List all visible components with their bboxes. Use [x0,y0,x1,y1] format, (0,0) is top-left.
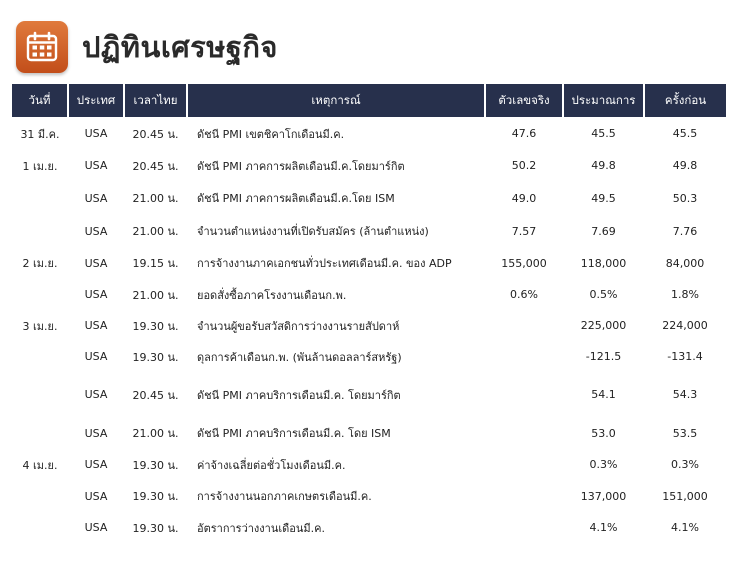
table-row [12,417,726,449]
forecast-cell: 53.0 [591,426,616,440]
previous-cell: 7.76 [672,224,698,238]
actual-cell [485,417,563,449]
table-row [12,279,726,310]
actual-cell: 0.6% [510,288,538,301]
table-row [12,150,726,181]
forecast-cell: 49.8 [591,159,616,172]
forecast-cell: 4.1% [589,521,618,534]
page-title: ปฏิทินเศรษฐกิจ [82,30,278,64]
date-cell [12,341,68,372]
actual-cell [485,480,563,512]
event-cell: ดัชนี PMI ภาคการผลิตเดือนมี.ค.โดยมาร์กิต [197,159,405,173]
actual-cell [485,372,563,417]
event-cell: ดัชนี PMI ภาคบริการเดือนมี.ค. โดยมาร์กิต [197,388,401,402]
previous-cell: 84,000 [665,256,705,270]
actual-cell [485,449,563,480]
date-cell [12,512,68,543]
forecast-cell: 137,000 [580,489,627,503]
time-cell: 21.00 น. [132,288,179,302]
table-row [12,449,726,480]
event-cell: จำนวนตำแหน่งงานที่เปิดรับสมัคร (ล้านตำแหน่ง) [197,225,429,238]
time-cell: 19.30 น. [132,521,179,535]
actual-cell: 155,000 [501,256,547,270]
column-header-date: วันที่ [12,84,68,117]
date-cell: 31 มี.ค. [20,127,60,141]
country-cell: USA [84,256,108,270]
date-cell [12,215,68,247]
event-cell: อัตราการว่างงานเดือนมี.ค. [197,521,326,535]
country-cell: USA [84,426,108,440]
date-cell: 1 เม.ย. [22,159,58,173]
economic-calendar-table [12,84,726,543]
event-cell: ยอดสั่งซื้อภาคโรงงานเดือนก.พ. [197,288,347,302]
time-cell: 20.45 น. [132,159,179,173]
date-cell: 2 เม.ย. [22,257,58,270]
actual-cell: 50.2 [511,159,537,172]
page-header [16,20,278,74]
date-cell [12,417,68,449]
previous-cell: 4.1% [671,521,699,534]
forecast-cell: 118,000 [580,256,627,270]
country-cell: USA [84,224,108,238]
time-cell: 19.15 น. [132,257,179,270]
previous-cell: -131.4 [667,350,703,363]
table-row [12,117,726,150]
forecast-cell: 225,000 [580,319,627,332]
previous-cell: 0.3% [671,458,699,471]
forecast-cell: 7.69 [591,224,616,238]
column-header-previous: ครั้งก่อน [644,84,726,117]
actual-cell: 47.6 [511,127,537,140]
date-cell [12,181,68,215]
time-cell: 19.30 น. [132,350,179,364]
country-cell: USA [84,350,108,363]
table-row [12,215,726,247]
table-header-row [12,84,726,117]
country-cell: USA [84,127,108,140]
forecast-cell: 45.5 [591,127,616,140]
previous-cell: 50.3 [672,191,698,205]
time-cell: 19.30 น. [132,458,179,472]
event-cell: ดัชนี PMI ภาคการผลิตเดือนมี.ค.โดย ISM [197,192,395,205]
table-row [12,181,726,215]
country-cell: USA [84,288,108,301]
time-cell: 21.00 น. [132,192,179,205]
actual-cell [485,341,563,372]
table-row [12,480,726,512]
time-cell: 20.45 น. [132,388,179,402]
previous-cell: 49.8 [672,159,698,172]
date-cell [12,480,68,512]
time-cell: 21.00 น. [132,225,179,238]
previous-cell: 54.3 [672,388,698,401]
date-cell [12,279,68,310]
country-cell: USA [84,159,108,172]
country-cell: USA [84,521,108,534]
table-row [12,372,726,417]
actual-cell [485,512,563,543]
table-row [12,512,726,543]
table-row [12,310,726,341]
time-cell: 19.30 น. [132,319,179,333]
time-cell: 21.00 น. [132,427,179,440]
forecast-cell: 0.3% [589,458,618,471]
event-cell: การจ้างงานภาคเอกชนทั่วประเทศเดือนมี.ค. ของ ADP [197,257,452,270]
actual-cell: 49.0 [511,191,537,205]
event-cell: ดัชนี PMI ภาคบริการเดือนมี.ค. โดย ISM [197,427,391,440]
event-cell: ค่าจ้างเฉลี่ยต่อชั่วโมงเดือนมี.ค. [197,458,346,472]
country-cell: USA [84,319,108,332]
previous-cell: 53.5 [672,426,698,440]
event-cell: จำนวนผู้ขอรับสวัสดิการว่างงานรายสัปดาห์ [197,319,400,333]
previous-cell: 151,000 [662,489,708,503]
previous-cell: 1.8% [671,288,699,301]
actual-cell [485,310,563,341]
table-row [12,341,726,372]
country-cell: USA [84,191,108,205]
table-row [12,247,726,279]
column-header-country: ประเทศ [68,84,124,117]
column-header-event: เหตุการณ์ [187,84,485,117]
forecast-cell: 54.1 [591,388,616,401]
forecast-cell: 49.5 [591,191,616,205]
previous-cell: 224,000 [662,319,708,332]
calendar-icon [16,21,68,73]
forecast-cell: -121.5 [585,350,622,363]
column-header-actual: ตัวเลขจริง [485,84,563,117]
event-cell: การจ้างงานนอกภาคเกษตรเดือนมี.ค. [197,490,372,503]
country-cell: USA [84,489,108,503]
date-cell: 3 เม.ย. [22,319,58,333]
country-cell: USA [84,458,108,471]
previous-cell: 45.5 [672,127,698,140]
time-cell: 20.45 น. [132,127,179,141]
column-header-forecast: ประมาณการ [563,84,644,117]
column-header-time: เวลาไทย [124,84,187,117]
country-cell: USA [84,388,108,401]
date-cell: 4 เม.ย. [22,458,58,472]
event-cell: ดุลการค้าเดือนก.พ. (พันล้านดอลลาร์สหรัฐ) [197,350,402,364]
actual-cell: 7.57 [511,224,537,238]
forecast-cell: 0.5% [589,288,618,301]
date-cell [12,372,68,417]
time-cell: 19.30 น. [132,490,179,503]
event-cell: ดัชนี PMI เขตชิคาโกเดือนมี.ค. [197,127,345,141]
